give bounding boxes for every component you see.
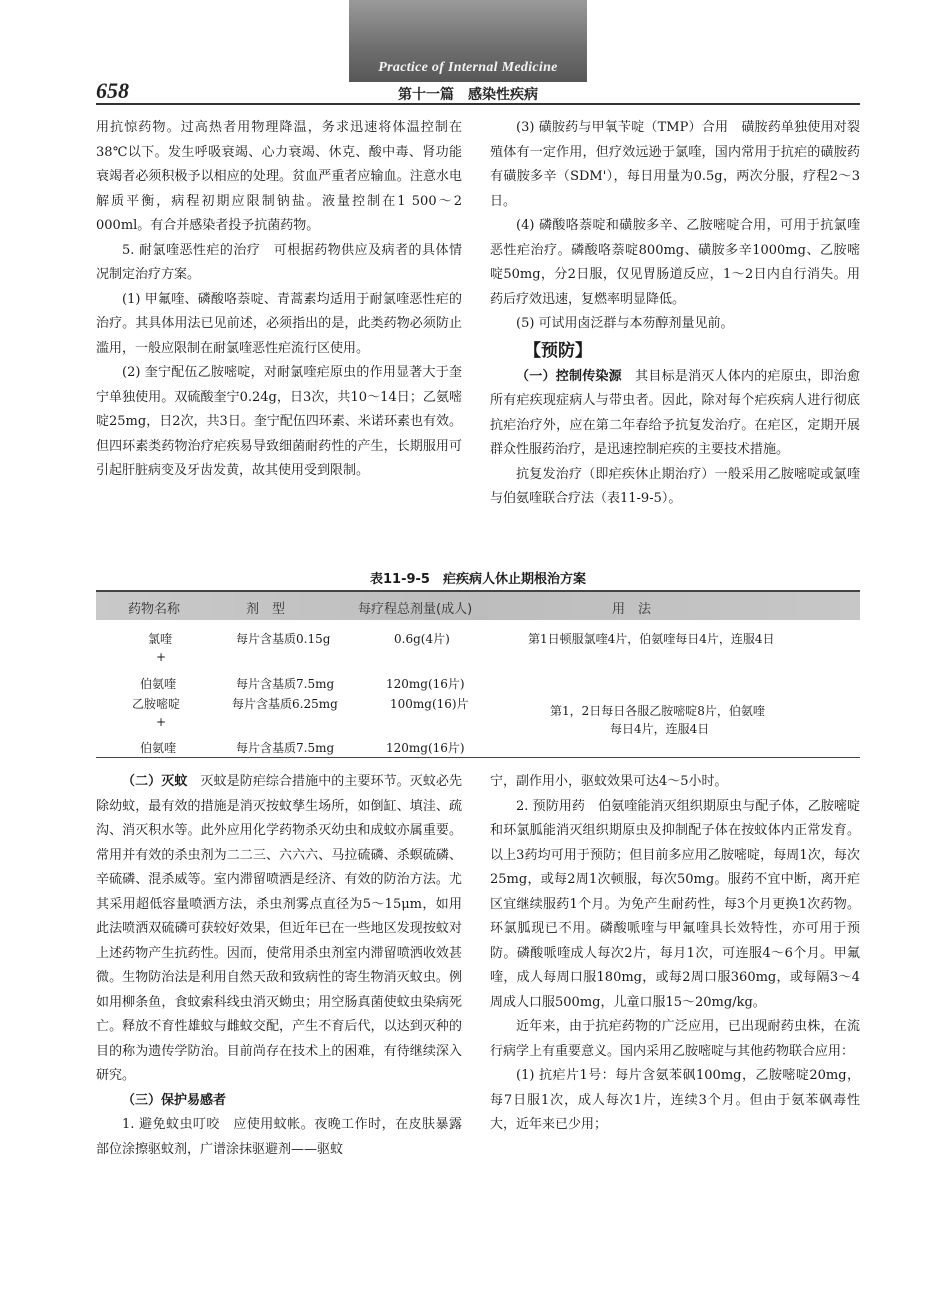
table-header-row	[96, 590, 860, 620]
dose-cell: 100mg(16)片	[390, 697, 469, 711]
dose-cell: 120mg(16片)	[386, 677, 465, 691]
prevention-heading: 【预防】	[524, 340, 592, 361]
drug-cell: 乙胺嘧啶	[132, 697, 181, 711]
paragraph: 近年来，由于抗疟药物的广泛应用，已出现耐药虫株，在流行病学上有重要意义。国内采用乙胺嘧啶与其他药物联合应用：	[490, 1019, 860, 1059]
header-dose: 每疗程总剂量(成人)	[358, 602, 473, 617]
paragraph: (4) 磷酸咯萘啶和磺胺多辛、乙胺嘧啶合用，可用于抗氯喹恶性疟治疗。磷酸咯萘啶800mg、磺胺多辛1000mg、乙胺嘧啶50mg，分2日服，仅见胃肠道反应，1～2日内自行消失。用药后疗效迅速，复燃率明显降低。	[490, 218, 860, 307]
form-cell: 每片含基质6.25mg	[232, 697, 338, 711]
form-cell: 每片含基质0.15g	[236, 632, 331, 646]
section-title: 第十一篇 感染性疾病	[398, 87, 538, 103]
subsection-heading: （三）保护易感者	[122, 1092, 227, 1108]
paragraph: (5) 可试用卤泛群与本芴醇剂量见前。	[516, 316, 734, 331]
paragraph: 宁，副作用小，驱蚊效果可达4～5小时。	[490, 774, 728, 789]
header-usage: 用 法	[612, 602, 652, 617]
dose-cell: 0.6g(4片)	[394, 632, 450, 646]
header-drug-name: 药物名称	[128, 602, 181, 617]
journal-english-title: Practice of Internal Medicine	[378, 60, 558, 75]
header-banner	[349, 0, 587, 82]
paragraph: 1. 避免蚊虫叮咬 应使用蚊帐。夜晚工作时，在皮肤暴露部位涂擦驱蚊剂，广谱涂抹驱避剂——驱蚊	[96, 1117, 462, 1157]
usage-cell: 第1，2日每日各服乙胺嘧啶8片，伯氨喹	[550, 704, 765, 718]
paragraph: (1) 甲氟喹、磷酸咯萘啶、青蒿素均适用于耐氯喹恶性疟的治疗。其具体用法已见前述，必须指出的是，此类药物必须防止滥用，一般应限制在耐氯喹恶性疟流行区使用。	[96, 291, 462, 356]
paragraph-text: 其目标是消灭人体内的疟原虫，即治愈所有疟疾现症病人与带虫者。因此，除对每个疟疾病人进行彻底抗疟治疗外，应在第二年春给予抗复发治疗。在疟区，定期开展群众性服药治疗，是迅速控制疟疾的主要技术措施。	[490, 368, 860, 457]
dose-cell: 120mg(16片)	[386, 741, 465, 755]
form-cell: 每片含基质7.5mg	[236, 677, 335, 691]
paragraph	[490, 365, 860, 463]
drug-cell: 氯喹	[148, 632, 173, 646]
paragraph: (2) 奎宁配伍乙胺嘧啶，对耐氯喹疟原虫的作用显著大于奎宁单独使用。双硫酸奎宁0.24g，日3次，共10～14日；乙氨嘧啶25mg，日2次，共3日。奎宁配伍四环素、米诺环素也有效。但四环素类药物治疗疟疾易导致细菌耐药性的产生，长期服用可引起肝脏病变及牙齿发黄，故其使用受到限制。	[96, 365, 462, 478]
drug-regimen-table	[96, 590, 860, 758]
combination-plus: +	[156, 715, 167, 729]
table-caption: 表11-9-5 疟疾病人休止期根治方案	[370, 572, 586, 587]
page-number: 658	[96, 78, 129, 103]
header-divider	[96, 103, 860, 105]
left-column-top	[96, 116, 462, 484]
form-cell: 每片含基质7.5mg	[236, 741, 335, 755]
header-form: 剂 型	[246, 602, 286, 617]
paragraph: 用抗惊药物。过高热者用物理降温，务求迅速将体温控制在38℃以下。发生呼吸衰竭、心力衰竭、休克、酸中毒、肾功能衰竭者必须积极予以相应的处理。贫血严重者应输血。注意水电解质平衡，病程初期应限制钠盐。液量控制在1 500～2 000ml。有合并感染者投予抗菌药物。	[96, 120, 462, 233]
paragraph: (3) 磺胺药与甲氧苄啶（TMP）合用 磺胺药单独使用对裂殖体有一定作用，但疗效远逊于氯喹，国内常用于抗疟的磺胺药有磺胺多辛（SDM'），每日用量为0.5g，两次分服，疗程2～3日。	[490, 120, 860, 209]
right-column-top	[490, 116, 860, 512]
right-column-bottom	[490, 770, 860, 1138]
paragraph: 5. 耐氯喹恶性疟的治疗 可根据药物供应及病者的具体情况制定治疗方案。	[96, 242, 462, 282]
paragraph	[96, 770, 462, 1089]
paragraph: 2. 预防用药 伯氨喹能消灭组织期原虫与配子体，乙胺嘧啶和环氯胍能消灭组织期原虫及抑制配子体在按蚊体内正常发育。以上3药均可用于预防；但目前多应用乙胺嘧啶，每周1次，每次25mg，或每2周1次顿服，每次50mg。服药不宜中断，离开疟区宜继续服药1个月。为免产生耐药性，每3个月更换1次药物。环氯胍现已不用。磷酸哌喹与甲氟喹具长效特性，亦可用于预防。磷酸哌喹成人每次2片，每月1次，可连服4～6个月。甲氟喹，成人每周口服180mg，或每2周口服360mg，或每隔3～4周成人口服500mg，儿童口服15～20mg/kg。	[490, 798, 860, 1010]
paragraph: (1) 抗疟片1号：每片含氨苯砜100mg，乙胺嘧啶20mg，每7日服1次，成人每次1片，连续3个月。但由于氨苯砜毒性大，近年来已少用；	[490, 1068, 860, 1132]
drug-cell: 伯氨喹	[140, 741, 177, 755]
paragraph: 抗复发治疗（即疟疾休止期治疗）一般采用乙胺嘧啶或氯喹与伯氨喹联合疗法（表11-9-5）。	[490, 466, 860, 506]
usage-cell: 每日4片，连服4日	[610, 722, 710, 736]
usage-cell: 第1日顿服氯喹4片，伯氨喹每日4片，连服4日	[528, 632, 775, 646]
subsection-lead: （二）灭蚊	[122, 774, 188, 789]
combination-plus: +	[156, 650, 167, 664]
left-column-bottom	[96, 770, 462, 1162]
table-bottom-rule	[96, 757, 860, 758]
paragraph-text: 灭蚊是防疟综合措施中的主要环节。灭蚊必先除幼蚊，最有效的措施是消灭按蚊孳生场所，如倒缸、填洼、疏沟、消灭积水等。此外应用化学药物杀灭幼虫和成蚊亦属重要。常用并有效的杀虫剂为二二三、六六六、马拉硫磷、杀螟硫磷、辛硫磷、混杀威等。室内滞留喷洒是经济、有效的防治方法。尤其采用超低容量喷洒方法，杀虫剂雾点直径为5～15μm，如用此法喷洒双硫磷可获较好效果，但近年已在一些地区发现按蚊对上述药物产生抗药性。因而，使常用杀虫剂室内滞留喷洒收效甚微。生物防治法是利用自然天敌和致病性的寄生物消灭蚊虫。例如用柳条鱼，食蚊索科线虫消灭蚴虫；用空肠真菌使蚊虫染病死亡。释放不育性雄蚊与雌蚊交配，产生不育后代，以达到灭种的目的称为遗传学防治。目前尚存在技术上的困难，有待继续深入研究。	[96, 774, 462, 1083]
drug-cell: 伯氨喹	[140, 677, 177, 691]
subsection-lead: （一）控制传染源	[516, 368, 622, 384]
